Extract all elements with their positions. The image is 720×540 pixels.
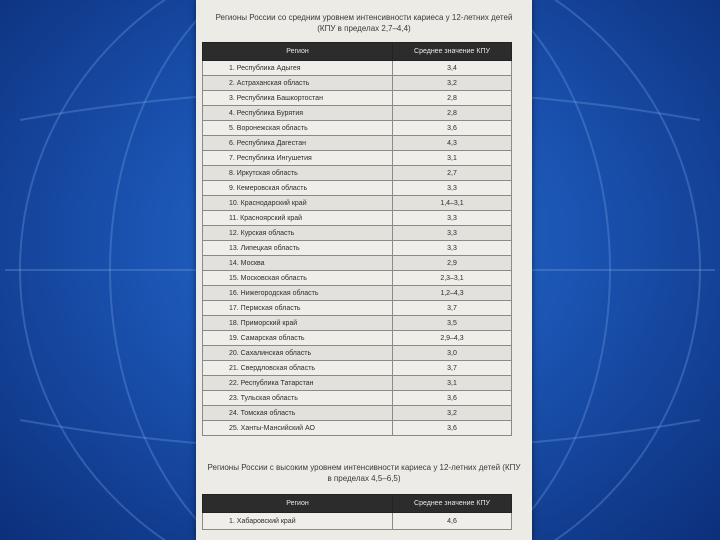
table-row	[203, 346, 512, 361]
region-cell: 18. Приморский край	[203, 316, 393, 331]
region-cell: 25. Ханты-Мансийский АО	[203, 421, 393, 436]
table-row	[203, 151, 512, 166]
region-cell: 22. Республика Татарстан	[203, 376, 393, 391]
value-cell: 3,3	[393, 241, 512, 256]
region-cell: 21. Свердловская область	[203, 361, 393, 376]
region-cell: 17. Пермская область	[203, 301, 393, 316]
table-row	[203, 406, 512, 421]
table-row	[203, 316, 512, 331]
table-caption-high: Регионы России с высоким уровнем интенсивности кариеса у 12-летних детей (КПУ в пределах 4,5–6,5)	[207, 463, 521, 483]
table-row	[203, 391, 512, 406]
value-cell: 3,3	[393, 226, 512, 241]
header-region: Регион	[203, 495, 393, 513]
value-cell: 4,6	[393, 513, 512, 530]
value-cell: 3,0	[393, 346, 512, 361]
region-cell: 3. Республика Башкортостан	[203, 91, 393, 106]
table-row	[203, 513, 512, 530]
value-cell: 2,3–3,1	[393, 271, 512, 286]
table-row	[203, 241, 512, 256]
value-cell: 3,4	[393, 61, 512, 76]
value-cell: 4,3	[393, 136, 512, 151]
value-cell: 1,2–4,3	[393, 286, 512, 301]
value-cell: 3,3	[393, 211, 512, 226]
table-row	[203, 136, 512, 151]
region-cell: 6. Республика Дагестан	[203, 136, 393, 151]
region-cell: 13. Липецкая область	[203, 241, 393, 256]
value-cell: 3,3	[393, 181, 512, 196]
table-row	[203, 421, 512, 436]
value-cell: 2,8	[393, 106, 512, 121]
table-row	[203, 271, 512, 286]
table-row	[203, 121, 512, 136]
region-cell: 12. Курская область	[203, 226, 393, 241]
table-row	[203, 376, 512, 391]
region-cell: 19. Самарская область	[203, 331, 393, 346]
table-caption-medium: Регионы России со средним уровнем интенсивности кариеса у 12-летних детей (КПУ в пределах 2,7–4,4)	[215, 13, 513, 33]
value-cell: 3,6	[393, 121, 512, 136]
table-header-row	[203, 43, 512, 61]
region-cell: 1. Республика Адыгея	[203, 61, 393, 76]
region-cell: 23. Тульская область	[203, 391, 393, 406]
value-cell: 2,9–4,3	[393, 331, 512, 346]
region-cell: 7. Республика Ингушетия	[203, 151, 393, 166]
region-cell: 11. Красноярский край	[203, 211, 393, 226]
table-row	[203, 61, 512, 76]
value-cell: 3,2	[393, 406, 512, 421]
document-page	[196, 0, 532, 540]
region-cell: 1. Хабаровский край	[203, 513, 393, 530]
value-cell: 2,9	[393, 256, 512, 271]
value-cell: 3,7	[393, 301, 512, 316]
table-row	[203, 361, 512, 376]
table-row	[203, 196, 512, 211]
table-row	[203, 106, 512, 121]
table-row	[203, 166, 512, 181]
region-cell: 15. Московская область	[203, 271, 393, 286]
value-cell: 3,5	[393, 316, 512, 331]
value-cell: 3,7	[393, 361, 512, 376]
value-cell: 3,1	[393, 151, 512, 166]
value-cell: 3,1	[393, 376, 512, 391]
value-cell: 3,6	[393, 421, 512, 436]
region-cell: 10. Краснодарский край	[203, 196, 393, 211]
table-row	[203, 181, 512, 196]
region-cell: 2. Астраханская область	[203, 76, 393, 91]
table-row	[203, 76, 512, 91]
table-row	[203, 331, 512, 346]
table-row	[203, 256, 512, 271]
table-header-row	[203, 495, 512, 513]
region-cell: 5. Воронежская область	[203, 121, 393, 136]
table-row	[203, 211, 512, 226]
region-cell: 8. Иркутская область	[203, 166, 393, 181]
table-row	[203, 286, 512, 301]
header-region: Регион	[203, 43, 393, 61]
header-value: Среднее значение КПУ	[393, 43, 512, 61]
value-cell: 1,4–3,1	[393, 196, 512, 211]
high-intensity-table	[202, 494, 512, 530]
value-cell: 3,2	[393, 76, 512, 91]
value-cell: 3,6	[393, 391, 512, 406]
region-cell: 9. Кемеровская область	[203, 181, 393, 196]
region-cell: 16. Нижегородская область	[203, 286, 393, 301]
region-cell: 20. Сахалинская область	[203, 346, 393, 361]
table-row	[203, 91, 512, 106]
table-row	[203, 301, 512, 316]
table-row	[203, 226, 512, 241]
region-cell: 4. Республика Бурятия	[203, 106, 393, 121]
header-value: Среднее значение КПУ	[393, 495, 512, 513]
region-cell: 14. Москва	[203, 256, 393, 271]
value-cell: 2,8	[393, 91, 512, 106]
region-cell: 24. Томская область	[203, 406, 393, 421]
value-cell: 2,7	[393, 166, 512, 181]
medium-intensity-table	[202, 42, 512, 436]
